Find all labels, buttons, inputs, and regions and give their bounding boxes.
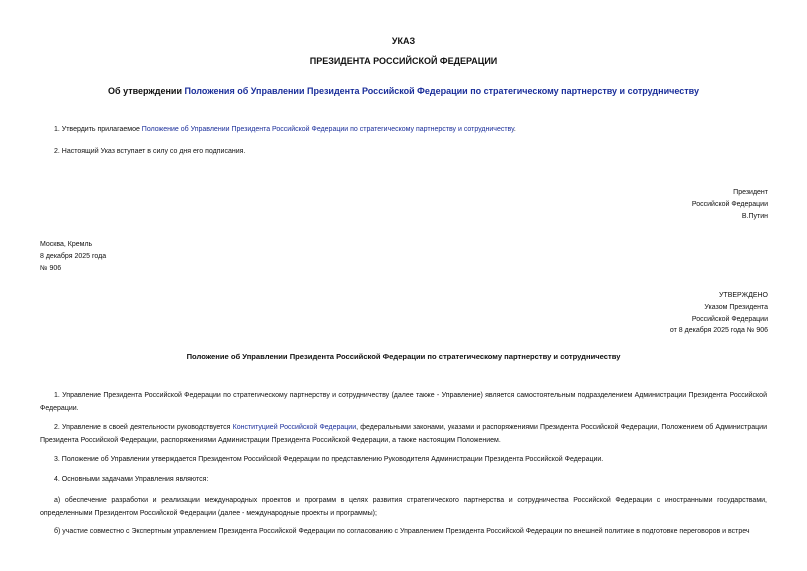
issuer-heading: ПРЕЗИДЕНТА РОССИЙСКОЙ ФЕДЕРАЦИИ — [309, 56, 498, 66]
clause-1 — [40, 124, 767, 137]
approved-by: Указом Президента — [704, 303, 768, 311]
regulation-paragraph-4: 4. Основными задачами Управления являются: — [54, 476, 209, 483]
signature-block — [692, 187, 768, 222]
approved-block — [670, 290, 768, 337]
regulation-paragraph-4b: б) участие совместно с Экспертным управлением Президента Российской Федерации по согласованию с Управлением Президента Российской Федерации по внешней политике в подготовке переговоров и встреч — [54, 528, 750, 535]
date: 8 декабря 2025 года — [40, 252, 107, 260]
paragraph-2-suffix: , федеральными законами, указами и распоряжениями Президента Российской Федерации, Положением об Администрации Президента Российской Федерации, распоряжениями Администрации Президента Российской Федерации, а также настоящим Положением. — [40, 424, 767, 444]
clause-1-prefix: 1. Утвердить прилагаемое — [54, 126, 142, 133]
decree-title — [0, 86, 807, 96]
paragraph-2-prefix: 2. Управление в своей деятельности руководствуется — [54, 424, 233, 431]
decree-title-link[interactable]: Положения об Управлении Президента Российской Федерации по стратегическому партнерству и сотрудничеству — [184, 86, 699, 96]
decree-number: № 906 — [40, 264, 62, 272]
approved-label: УТВЕРЖДЕНО — [718, 292, 768, 299]
approved-country: Российской Федерации — [691, 315, 768, 323]
regulation-paragraph-4a: а) обеспечение разработки и реализации международных проектов и программ в целях развития стратегического партнерства и сотрудничества Российской Федерации с иностранными государствами, определенными Президентом Российской Федерации (далее - международные проекты и программы); — [40, 497, 767, 517]
signature-country: Российской Федерации — [691, 200, 768, 208]
regulation-title: Положение об Управлении Президента Российской Федерации по стратегическому партнерству и сотрудничеству — [186, 352, 621, 361]
place: Москва, Кремль — [40, 241, 93, 248]
approved-date: от 8 декабря 2025 года № 906 — [669, 327, 768, 335]
regulation-paragraph-3: 3. Положение об Управлении утверждается Президентом Российской Федерации по представлению Руководителя Администрации Президента Российской Федерации. — [54, 456, 604, 463]
decree-title-prefix: Об утверждении — [108, 86, 185, 96]
regulation-paragraph-2 — [40, 422, 767, 447]
constitution-link[interactable]: Конституцией Российской Федерации — [232, 424, 357, 431]
signature-title: Президент — [733, 189, 768, 196]
place-date-block — [40, 239, 106, 274]
signature-name: В.Путин — [741, 212, 768, 220]
regulation-paragraph-1: 1. Управление Президента Российской Федерации по стратегическому партнерству и сотрудничеству (далее также - Управление) является самостоятельным подразделением Администрации Президента Российской Федерации. — [40, 392, 767, 412]
clause-1-suffix: . — [513, 126, 516, 133]
decree-heading: УКАЗ — [391, 36, 416, 46]
clause-1-link[interactable]: Положение об Управлении Президента Российской Федерации по стратегическому партнерству и сотрудничеству — [141, 126, 514, 133]
clause-2: 2. Настоящий Указ вступает в силу со дня его подписания. — [54, 148, 246, 155]
